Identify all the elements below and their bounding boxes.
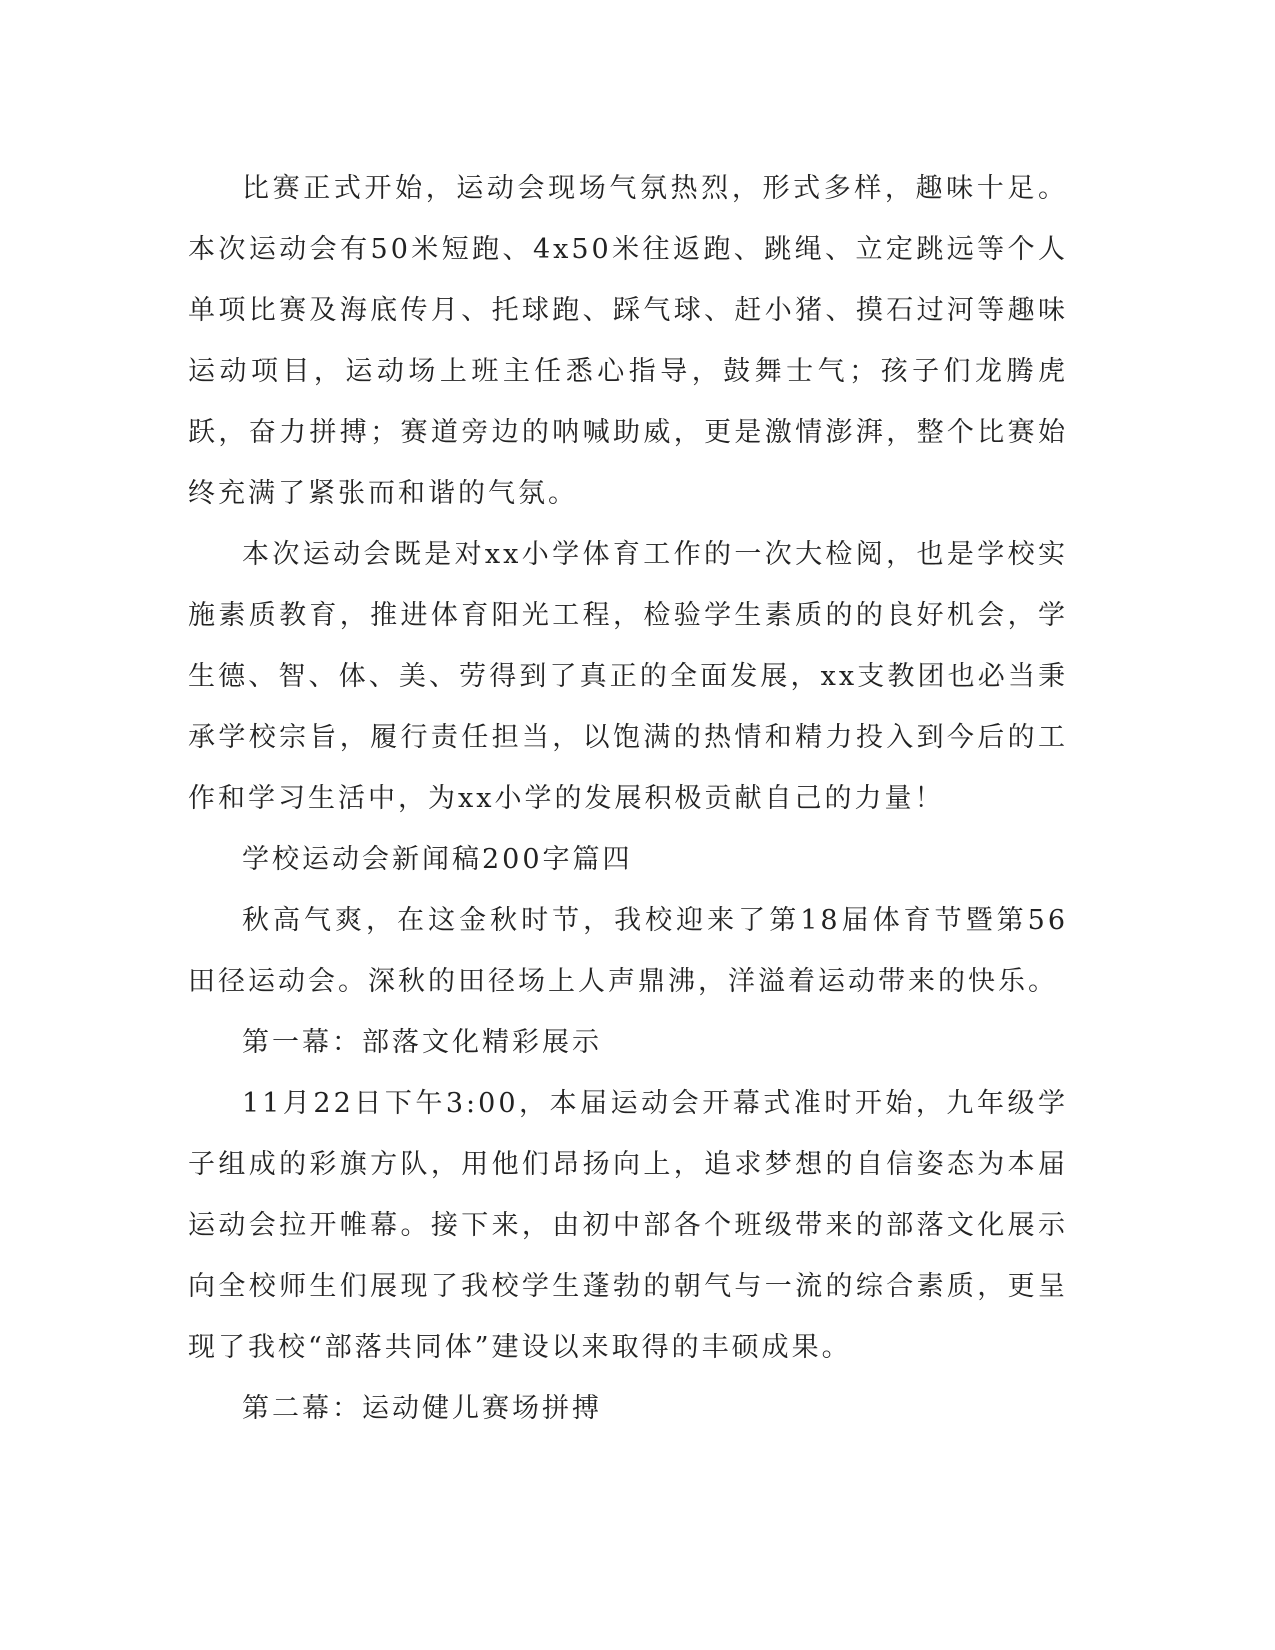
- paragraph-competition-start: 比赛正式开始，运动会现场气氛热烈，形式多样，趣味十足。本次运动会有50米短跑、4x50米往返跑、跳绳、立定跳远等个人单项比赛及海底传月、托球跑、踩气球、赶小猪、摸石过河等趣味运动项目，运动场上班主任悉心指导，鼓舞士气；孩子们龙腾虎跃，奋力拼搏；赛道旁边的呐喊助威，更是激情澎湃，整个比赛始终充满了紧张而和谐的气氛。: [188, 173, 1068, 509]
- paragraph-autumn-opening: 秋高气爽，在这金秋时节，我校迎来了第18届体育节暨第56田径运动会。深秋的田径场上人声鼎沸，洋溢着运动带来的快乐。: [188, 905, 1068, 997]
- paragraph-significance: 本次运动会既是对xx小学体育工作的一次大检阅，也是学校实施素质教育，推进体育阳光工程，检验学生素质的的良好机会，学生德、智、体、美、劳得到了真正的全面发展，xx支教团也必当秉承学校宗旨，履行责任担当，以饱满的热情和精力投入到今后的工作和学习生活中，为xx小学的发展积极贡献自己的力量！: [188, 539, 1068, 814]
- subheading-act-one: 第一幕：部落文化精彩展示: [242, 1027, 602, 1058]
- paragraph-opening-ceremony: 11月22日下午3:00，本届运动会开幕式准时开始，九年级学子组成的彩旗方队，用他们昂扬向上，追求梦想的自信姿态为本届运动会拉开帷幕。接下来，由初中部各个班级带来的部落文化展示向全校师生们展现了我校学生蓬勃的朝气与一流的综合素质，更呈现了我校“部落共同体”建设以来取得的丰硕成果。: [188, 1088, 1068, 1363]
- subheading-act-two: 第二幕：运动健儿赛场拼搏: [242, 1393, 602, 1424]
- document-body: [188, 158, 1068, 1439]
- section-heading-part-four: 学校运动会新闻稿200字篇四: [242, 844, 633, 875]
